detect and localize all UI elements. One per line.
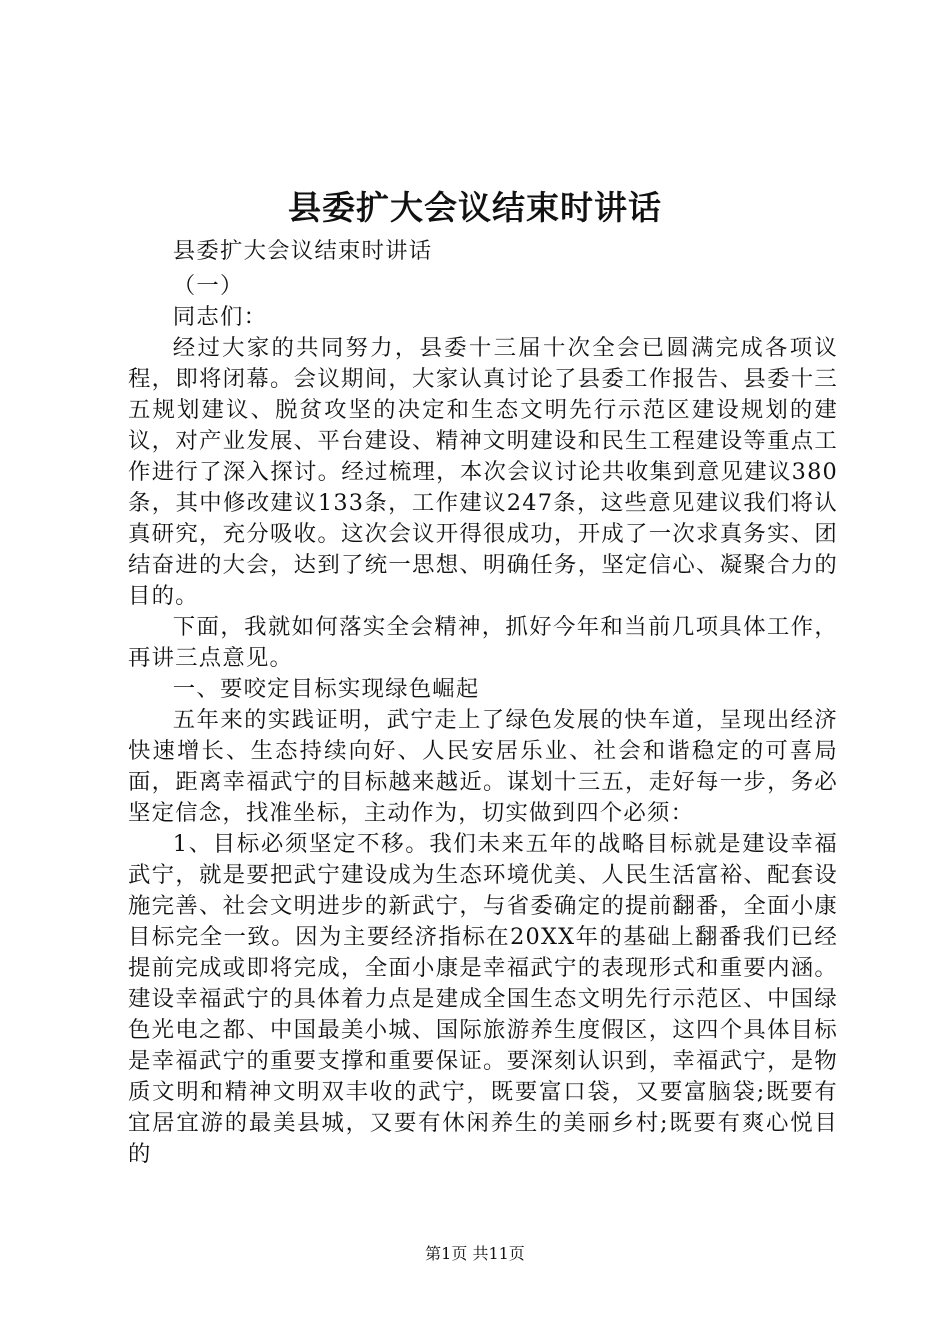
- body-paragraph: 五年来的实践证明，武宁走上了绿色发展的快车道，呈现出经济快速增长、生态持续向好、人民安居乐业、社会和谐稳定的可喜局面，距离幸福武宁的目标越来越近。谋划十三五，走好每一步，务必坚定信念，找准坐标，主动作为，切实做到四个必须：: [128, 707, 838, 826]
- document-body: [128, 236, 838, 1170]
- page-footer: 第1页 共11页: [425, 1244, 525, 1263]
- body-paragraph: 经过大家的共同努力，县委十三届十次全会已圆满完成各项议程，即将闭幕。会议期间，大家认真讨论了县委工作报告、县委十三五规划建议、脱贫攻坚的决定和生态文明先行示范区建设规划的建议，对产业发展、平台建设、精神文明建设和民生工程建设等重点工作进行了深入探讨。经过梳理，本次会议讨论共收集到意见建议380条，其中修改建议133条，工作建议247条，这些意见建议我们将认真研究，充分吸收。这次会议开得很成功，开成了一次求真务实、团结奋进的大会，达到了统一思想、明确任务，坚定信心、凝聚合力的目的。: [128, 335, 838, 609]
- salutation: 同志们：: [172, 304, 268, 330]
- subtitle-paragraph: 县委扩大会议结束时讲话: [172, 238, 433, 264]
- body-paragraph: 1、目标必须坚定不移。我们未来五年的战略目标就是建设幸福武宁，就是要把武宁建设成为生态环境优美、人民生活富裕、配套设施完善、社会文明进步的新武宁，与省委确定的提前翻番，全面小康目标完全一致。因为主要经济指标在20XX年的基础上翻番我们已经提前完成或即将完成，全面小康是幸福武宁的表现形式和重要内涵。建设幸福武宁的具体着力点是建成全国生态文明先行示范区、中国绿色光电之都、中国最美小城、国际旅游养生度假区，这四个具体目标是幸福武宁的重要支撑和重要保证。要深刻认识到，幸福武宁，是物质文明和精神文明双丰收的武宁，既要富口袋，又要富脑袋;既要有宜居宜游的最美县城，又要有休闲养生的美丽乡村;既要有爽心悦目的: [128, 831, 838, 1167]
- section-marker: （一）: [172, 273, 244, 299]
- body-paragraph: 下面，我就如何落实全会精神，抓好今年和当前几项具体工作，再讲三点意见。: [128, 614, 838, 671]
- document-title: 县委扩大会议结束时讲话: [288, 188, 662, 227]
- section-heading: 一、要咬定目标实现绿色崛起: [172, 676, 480, 702]
